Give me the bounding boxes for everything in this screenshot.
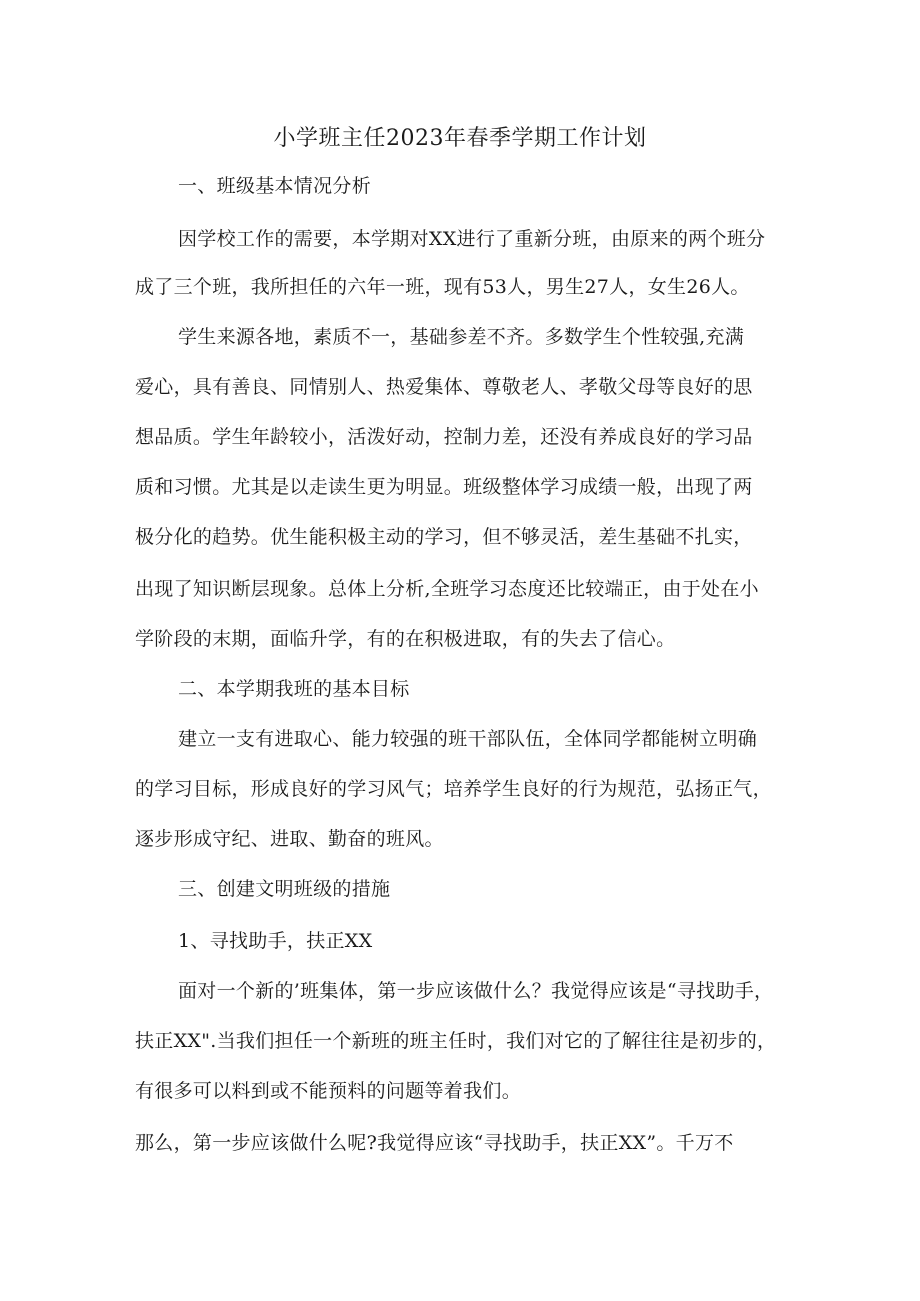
paragraph-line: 出现了知识断层现象。总体上分析,全班学习态度还比较端正，由于处在小 <box>135 578 759 600</box>
paragraph-line: 那么，第一步应该做什么呢?我觉得应该“寻找助手，扶正XX”。千万不 <box>135 1132 734 1154</box>
paragraph-line: 极分化的趋势。优生能积极主动的学习，但不够灵活，差生基础不扎实， <box>135 526 753 548</box>
document-title: 小学班主任2023年春季学期工作计划 <box>273 126 647 151</box>
paragraph-line: 学生来源各地，素质不一，基础参差不齐。多数学生个性较强,充满 <box>178 326 745 348</box>
paragraph-line: 面对一个新的’班集体，第一步应该做什么？我觉得应该是“寻找助手， <box>178 980 774 1002</box>
paragraph-line: 学阶段的末期，面临升学，有的在积极进取，有的失去了信心。 <box>135 628 676 650</box>
paragraph-line: 想品质。学生年龄较小，活泼好动，控制力差，还没有养成良好的学习品 <box>135 426 753 448</box>
paragraph-line: 的学习目标，形成良好的学习风气；培养学生良好的行为规范，弘扬正气， <box>135 778 772 800</box>
paragraph-line: 因学校工作的需要，本学期对XX进行了重新分班，由原来的两个班分 <box>178 228 766 250</box>
paragraph-line: 建立一支有进取心、能力较强的班干部队伍，全体同学都能树立明确 <box>178 728 758 750</box>
paragraph-line: 逐步形成守纪、进取、勤奋的班风。 <box>135 828 444 850</box>
paragraph-line: 爱心，具有善良、同情别人、热爱集体、尊敬老人、孝敬父母等良好的思 <box>135 376 753 398</box>
section-heading-1: 一、班级基本情况分析 <box>178 175 372 197</box>
paragraph-line: 有很多可以料到或不能预料的问题等着我们。 <box>135 1080 522 1102</box>
section-heading-2: 二、本学期我班的基本目标 <box>178 678 410 700</box>
paragraph-line: 质和习惯。尤其是以走读生更为明显。班级整体学习成绩一般，出现了两 <box>135 476 753 498</box>
paragraph-line: 成了三个班，我所担任的六年一班，现有53人，男生27人，女生26人。 <box>135 276 750 298</box>
paragraph-line: 扶正XX".当我们担任一个新班的班主任时，我们对它的了解往往是初步的， <box>135 1030 777 1052</box>
section-heading-3: 三、创建文明班级的措施 <box>178 878 391 900</box>
subsection-heading: 1、寻找助手，扶正XX <box>178 930 373 952</box>
